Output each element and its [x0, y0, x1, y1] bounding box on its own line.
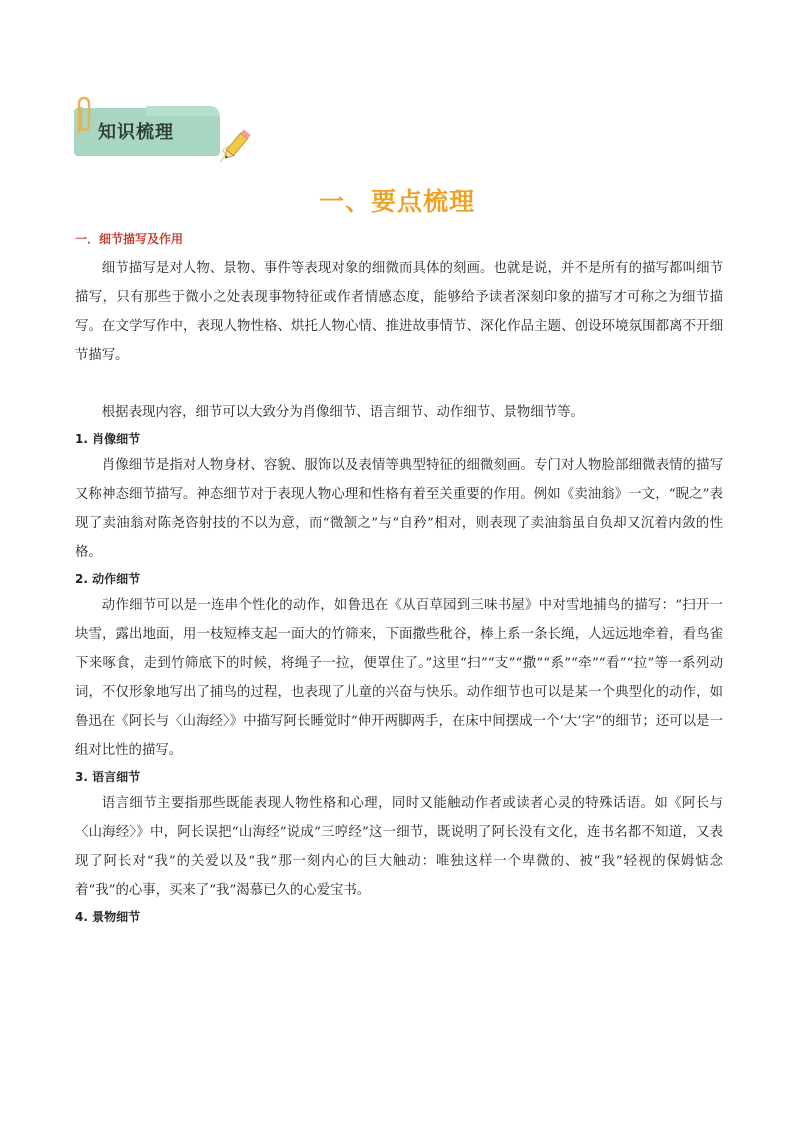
- classify-paragraph: 根据表现内容，细节可以大致分为肖像细节、语言细节、动作细节、景物细节等。: [101, 405, 584, 420]
- section-heading: 一．细节描写及作用: [75, 232, 184, 246]
- pencil-icon: [218, 124, 256, 164]
- intro-paragraph: 细节描写是对人物、景物、事件等表现对象的细微而具体的刻画。也就是说，并不是所有的描写都叫细节描写，只有那些于微小之处表现事物特征或作者情感态度，能够给予读者深刻印象的描写才可称之为细节描写。在文学写作中，表现人物性格、烘托人物心情、推进故事情节、深化作品主题、创设环境氛围都离不开细节描写。: [75, 261, 723, 363]
- document-body: [75, 228, 723, 929]
- item-heading: 2. 动作细节: [75, 572, 141, 586]
- item-paragraph: 肖像细节是指对人物身材、容貌、服饰以及表情等典型特征的细微刻画。专门对人物脸部细微表情的描写又称神态细节描写。神态细节对于表现人物心理和性格有着至关重要的作用。例如《卖油翁》一文，“睨之”表现了卖油翁对陈尧咨射技的不以为意，而“微颔之”与“自矜”相对，则表现了卖油翁虽自负却又沉着内敛的性格。: [75, 458, 723, 560]
- item-paragraph: 语言细节主要指那些既能表现人物性格和心理，同时又能触动作者或读者心灵的特殊话语。如《阿长与〈山海经〉》中，阿长误把“山海经”说成“三哼经”这一细节，既说明了阿长没有文化，连书名都不知道，又表现了阿长对“我”的关爱以及“我”那一刻内心的巨大触动：唯独这样一个卑微的、被“我”轻视的保姆惦念着“我”的心事，买来了“我”渴慕已久的心爱宝书。: [75, 796, 723, 898]
- badge-label: 知识梳理: [98, 122, 174, 143]
- item-heading: 3. 语言细节: [75, 770, 141, 784]
- item-heading: 1. 肖像细节: [75, 432, 141, 446]
- paperclip-icon: [70, 94, 100, 138]
- item-heading: 4. 景物细节: [75, 910, 141, 924]
- section-badge: [70, 106, 220, 158]
- item-paragraph: 动作细节可以是一连串个性化的动作，如鲁迅在《从百草园到三味书屋》中对雪地捕鸟的描写：“扫开一块雪，露出地面，用一枝短棒支起一面大的竹筛来，下面撒些秕谷，棒上系一条长绳，人远远地牵着，看鸟雀下来啄食，走到竹筛底下的时候，将绳子一拉，便罩住了。”这里“扫”“支”“撒”“系”“牵”“看”“拉”等一系列动词，不仅形象地写出了捕鸟的过程，也表现了儿童的兴奋与快乐。动作细节也可以是某一个典型化的动作，如鲁迅在《阿长与〈山海经〉》中描写阿长睡觉时“伸开两脚两手，在床中间摆成一个‘大’字”的细节；还可以是一组对比性的描写。: [75, 598, 723, 758]
- page-title: 一、要点梳理: [318, 187, 475, 216]
- badge-tab: [146, 106, 220, 116]
